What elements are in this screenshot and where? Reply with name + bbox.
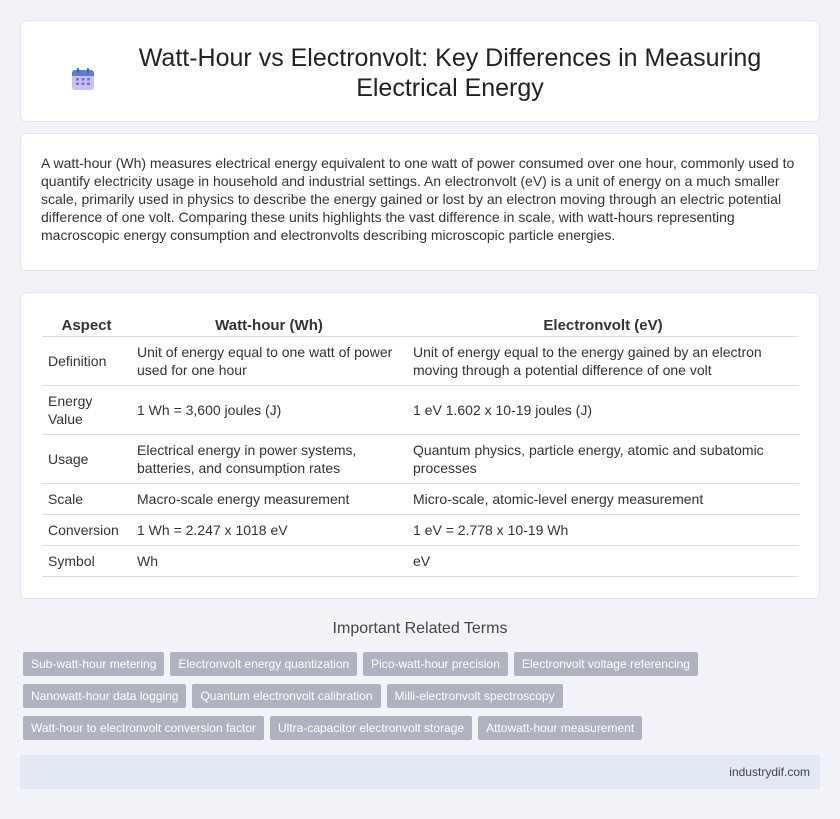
footer xyxy=(20,755,820,789)
row-aspect: Energy Value xyxy=(42,386,131,435)
header-watt-hour: Watt-hour (Wh) xyxy=(131,314,407,337)
row-aspect: Conversion xyxy=(42,515,131,546)
related-term-tag[interactable]: Milli-electronvolt spectroscopy xyxy=(387,684,563,708)
table-row xyxy=(42,386,799,435)
related-term-tag[interactable]: Watt-hour to electronvolt conversion factor xyxy=(23,716,264,740)
header-electronvolt: Electronvolt (eV) xyxy=(407,314,799,337)
row-electronvolt: Micro-scale, atomic-level energy measurement xyxy=(407,484,799,515)
tag-row xyxy=(23,652,723,676)
related-term-tag[interactable]: Electronvolt voltage referencing xyxy=(514,652,698,676)
row-watt-hour: 1 Wh = 3,600 joules (J) xyxy=(131,386,407,435)
page-title: Watt-Hour vs Electronvolt: Key Differences in Measuring Electrical Energy xyxy=(138,44,762,102)
intro-card xyxy=(20,133,820,271)
row-aspect: Symbol xyxy=(42,546,131,577)
footer-site-link[interactable]: industrydif.com xyxy=(729,765,810,779)
row-watt-hour: Macro-scale energy measurement xyxy=(131,484,407,515)
related-terms-list xyxy=(23,652,723,748)
related-term-tag[interactable]: Sub-watt-hour metering xyxy=(23,652,164,676)
row-watt-hour: 1 Wh = 2.247 x 1018 eV xyxy=(131,515,407,546)
table-row xyxy=(42,337,799,386)
row-electronvolt: eV xyxy=(407,546,799,577)
table-row xyxy=(42,435,799,484)
header-aspect: Aspect xyxy=(42,314,131,337)
table-header-row xyxy=(42,314,799,337)
row-electronvolt: Unit of energy equal to the energy gained by an electron moving through a potential difference of one volt xyxy=(407,337,799,386)
tag-row xyxy=(23,716,723,740)
table-row xyxy=(42,546,799,577)
row-aspect: Definition xyxy=(42,337,131,386)
related-term-tag[interactable]: Nanowatt-hour data logging xyxy=(23,684,186,708)
related-term-tag[interactable]: Quantum electronvolt calibration xyxy=(192,684,380,708)
row-electronvolt: 1 eV = 2.778 x 10-19 Wh xyxy=(407,515,799,546)
row-watt-hour: Unit of energy equal to one watt of power used for one hour xyxy=(131,337,407,386)
row-aspect: Scale xyxy=(42,484,131,515)
comparison-table xyxy=(42,314,799,577)
row-electronvolt: Quantum physics, particle energy, atomic and subatomic processes xyxy=(407,435,799,484)
intro-paragraph: A watt-hour (Wh) measures electrical energy equivalent to one watt of power consumed over one hour, commonly used to quantify electricity usage in household and industrial settings. An electronvolt (eV) is a unit of energy on a much smaller scale, primarily used in physics to describe the energy gained or lost by an electron moving through an electric potential difference of one volt. Comparing these units highlights the vast difference in scale, with watt-hours representing macroscopic energy consumption and electronvolts describing microscopic particle energies. xyxy=(41,155,795,243)
title-card xyxy=(20,20,820,122)
tag-row xyxy=(23,684,723,708)
table-row xyxy=(42,484,799,515)
row-watt-hour: Wh xyxy=(131,546,407,577)
related-term-tag[interactable]: Pico-watt-hour precision xyxy=(363,652,508,676)
row-electronvolt: 1 eV 1.602 x 10-19 joules (J) xyxy=(407,386,799,435)
related-terms-title: Important Related Terms xyxy=(332,620,508,637)
related-term-tag[interactable]: Ultra-capacitor electronvolt storage xyxy=(270,716,472,740)
table-row xyxy=(42,515,799,546)
row-watt-hour: Electrical energy in power systems, batteries, and consumption rates xyxy=(131,435,407,484)
row-aspect: Usage xyxy=(42,435,131,484)
related-term-tag[interactable]: Attowatt-hour measurement xyxy=(478,716,642,740)
comparison-card xyxy=(20,292,820,599)
related-term-tag[interactable]: Electronvolt energy quantization xyxy=(170,652,357,676)
